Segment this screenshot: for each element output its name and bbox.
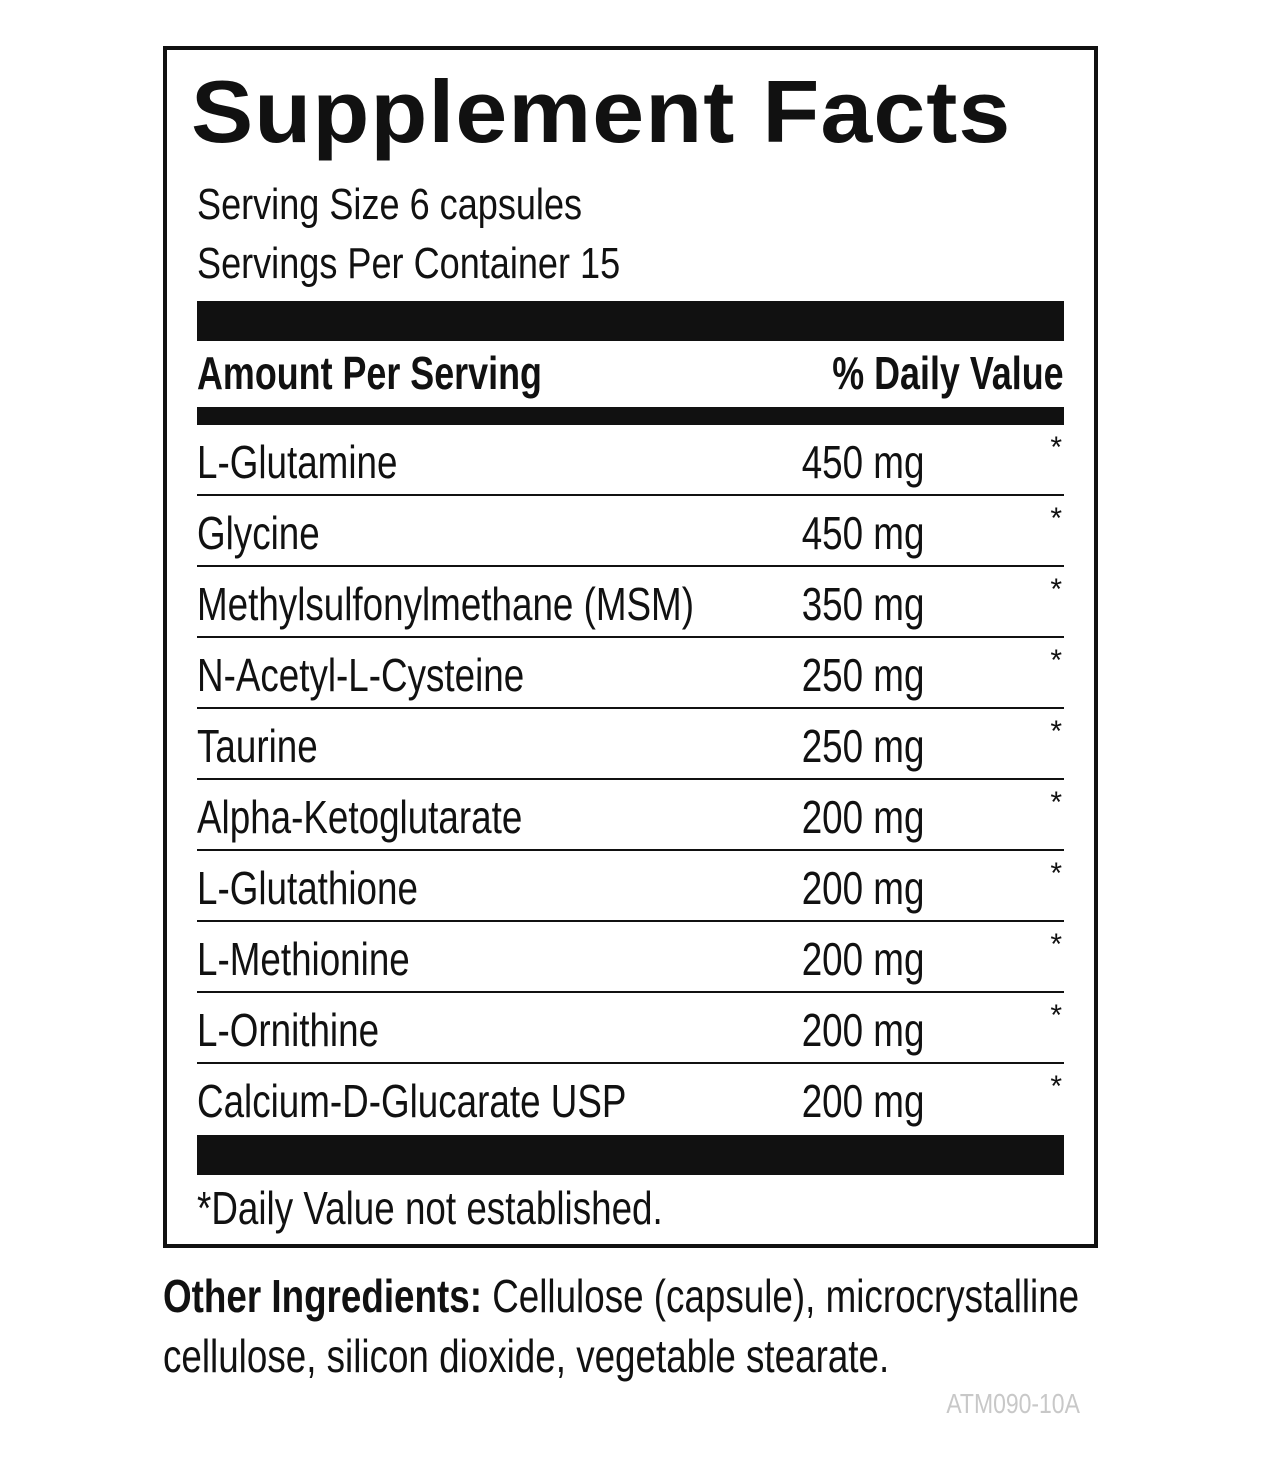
ingredient-name: Methylsulfonylmethane (MSM) <box>197 578 694 630</box>
ingredient-amount: 250 mg <box>801 720 924 772</box>
header-amount-per-serving: Amount Per Serving <box>197 347 542 399</box>
ingredient-dv: * <box>1050 1070 1062 1103</box>
ingredient-row <box>197 851 1064 922</box>
other-ingredients-label: Other Ingredients: <box>163 1270 482 1322</box>
ingredient-row <box>197 638 1064 709</box>
other-ingredients <box>163 1266 1091 1386</box>
ingredient-row <box>197 993 1064 1064</box>
ingredient-dv: * <box>1050 715 1062 748</box>
panel-title: Supplement Facts <box>191 62 1012 161</box>
daily-value-footnote: *Daily Value not established. <box>197 1182 663 1234</box>
ingredient-dv: * <box>1050 999 1062 1032</box>
ingredient-name: Alpha-Ketoglutarate <box>197 791 523 843</box>
other-ingredients-text: Cellulose (capsule), microcrystalline cellulose, silicon dioxide, vegetable stearate. <box>163 1270 1080 1382</box>
header-daily-value: % Daily Value <box>832 347 1064 399</box>
ingredient-amount: 250 mg <box>801 649 924 701</box>
ingredient-row <box>197 709 1064 780</box>
ingredient-row <box>197 567 1064 638</box>
divider-thick-top <box>197 301 1064 341</box>
ingredient-name: Calcium-D-Glucarate USP <box>197 1075 627 1127</box>
ingredient-row <box>197 425 1064 496</box>
ingredient-name: L-Glutamine <box>197 436 398 488</box>
ingredient-dv: * <box>1050 573 1062 606</box>
ingredient-name: Taurine <box>197 720 318 772</box>
ingredient-amount: 200 mg <box>801 933 924 985</box>
ingredient-amount: 200 mg <box>801 791 924 843</box>
ingredient-name: Glycine <box>197 507 320 559</box>
ingredient-dv: * <box>1050 502 1062 535</box>
ingredient-amount: 200 mg <box>801 1075 924 1127</box>
ingredient-amount: 200 mg <box>801 1004 924 1056</box>
ingredient-dv: * <box>1050 928 1062 961</box>
ingredient-amount: 200 mg <box>801 862 924 914</box>
ingredient-dv: * <box>1050 431 1062 464</box>
product-code: ATM090-10A <box>946 1388 1080 1419</box>
ingredient-amount: 450 mg <box>801 507 924 559</box>
divider-medium <box>197 407 1064 425</box>
divider-thick-bottom <box>197 1135 1064 1175</box>
ingredient-name: L-Methionine <box>197 933 410 985</box>
ingredient-name: N-Acetyl-L-Cysteine <box>197 649 525 701</box>
ingredient-amount: 350 mg <box>801 578 924 630</box>
ingredient-amount: 450 mg <box>801 436 924 488</box>
supplement-facts-panel <box>163 46 1098 1248</box>
serving-size: Serving Size 6 capsules <box>197 180 583 229</box>
servings-per-container: Servings Per Container 15 <box>197 239 621 288</box>
ingredient-dv: * <box>1050 857 1062 890</box>
ingredient-name: L-Ornithine <box>197 1004 380 1056</box>
ingredient-dv: * <box>1050 644 1062 677</box>
ingredient-table <box>197 425 1064 1135</box>
ingredient-row <box>197 922 1064 993</box>
ingredient-name: L-Glutathione <box>197 862 418 914</box>
ingredient-row <box>197 496 1064 567</box>
ingredient-row <box>197 780 1064 851</box>
ingredient-row <box>197 1064 1064 1135</box>
ingredient-dv: * <box>1050 786 1062 819</box>
